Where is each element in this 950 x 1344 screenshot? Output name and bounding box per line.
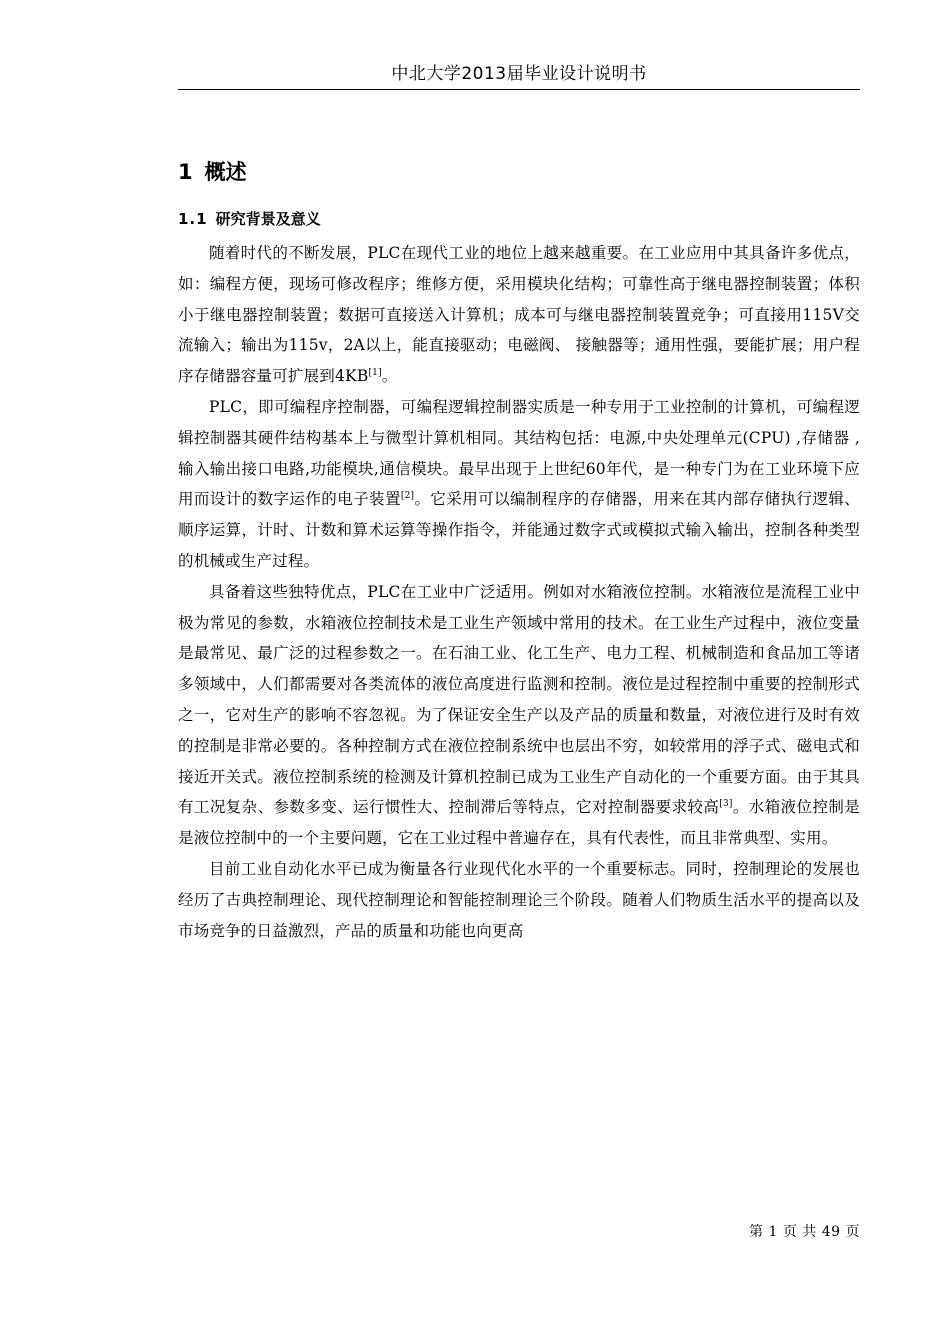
paragraph-4-text: 目前工业自动化水平已成为衡量各行业现代化水平的一个重要标志。同时，控制理论的发展也经历了古典控制理论、现代控制理论和智能控制理论三个阶段。随着人们物质生活水平的提高以及市场竞争的日益激烈，产品的质量和功能也向更高 [178, 859, 860, 940]
citation-ref-1[interactable]: [1] [368, 368, 382, 379]
paragraph-4 [178, 854, 860, 946]
page-header: 中北大学2013届毕业设计说明书 [391, 64, 647, 84]
paragraph-2 [178, 392, 860, 577]
section-number: 1.1 [178, 210, 208, 228]
paragraph-1-after: 。 [381, 367, 398, 386]
paragraph-1-text: 随着时代的不断发展，PLC在现代工业的地位上越来越重要。在工业应用中其具备许多优点，如：编程方便，现场可修改程序；维修方便，采用模块化结构；可靠性高于继电器控制装置；体积小于继电器控制装置；数据可直接送入计算机；成本可与继电器控制装置竞争；可直接用115V交流输入；输出为115v，2A以上，能直接驱动；电磁阀、 接触器等；通用性强，要能扩展；用户程序存储器容量可扩展到4KB [178, 244, 860, 386]
paragraph-3-after: 。水箱液位控制是是液位控制中的一个主要问题，它在工业过程中普遍存在，具有代表性，而且非常典型、实用。 [178, 798, 860, 848]
paragraph-1 [178, 238, 860, 392]
paragraph-2-text: PLC，即可编程序控制器，可编程逻辑控制器实质是一种专用于工业控制的计算机，可编程逻辑控制器其硬件结构基本上与微型计算机相同。其结构包括：电源,中央处理单元(CPU) ,存储器 ,输入输出接口电路,功能模块,通信模块。最早出现于上世纪60年代，是一种专门为在工业环境下应用而设计的数字运作的电子装置 [178, 397, 860, 509]
page-number-footer: 第 1 页 共 49 页 [749, 1224, 860, 1240]
paragraph-3-text: 具备着这些独特优点，PLC在工业中广泛适用。例如对水箱液位控制。水箱液位是流程工业中极为常见的参数，水箱液位控制技术是工业生产领域中常用的技术。在工业生产过程中，液位变量是最常见、最广泛的过程参数之一。在石油工业、化工生产、电力工程、机械制造和食品加工等诸多领域中，人们都需要对各类流体的液位高度进行监测和控制。液位是过程控制中重要的控制形式之一，它对生产的影响不容忽视。为了保证安全生产以及产品的质量和数量，对液位进行及时有效的控制是非常必要的。各种控制方式在液位控制系统中也层出不穷，如较常用的浮子式、磁电式和接近开关式。液位控制系统的检测及计算机控制已成为工业生产自动化的一个重要方面。由于其具有工况复杂、参数多变、运行惯性大、控制滞后等特点，它对控制器要求较高 [178, 582, 860, 817]
paragraph-3 [178, 577, 860, 854]
chapter-number: 1 [178, 160, 193, 184]
citation-ref-2[interactable]: [2] [400, 491, 415, 502]
paragraph-2-after: 。它采用可以编制程序的存储器，用来在其内部存储执行逻辑、顺序运算，计时、计数和算术运算等操作指令，并能通过数字式或模拟式输入输出，控制各种类型的机械或生产过程。 [178, 490, 860, 570]
chapter-heading [178, 157, 247, 187]
chapter-title-text: 概述 [204, 160, 247, 184]
section-title-text: 研究背景及意义 [215, 210, 321, 228]
citation-ref-3[interactable]: [3] [719, 799, 733, 810]
header-rule [178, 89, 860, 90]
section-heading [178, 207, 321, 231]
body-text [178, 238, 860, 946]
